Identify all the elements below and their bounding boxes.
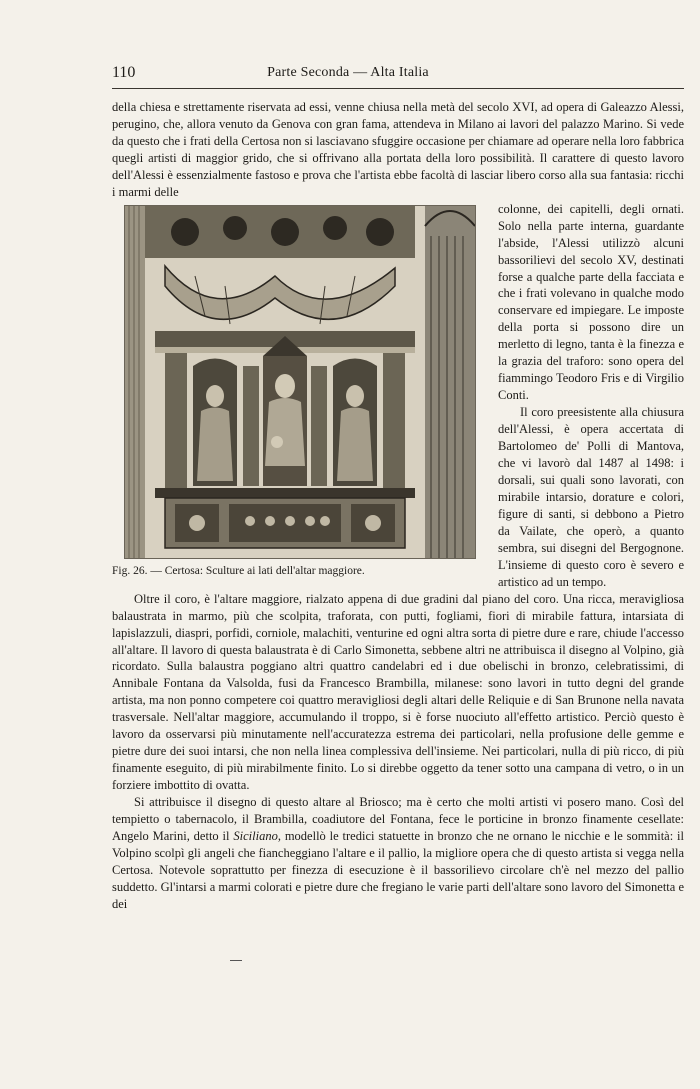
paragraph-2: Il coro preesistente alla chiusura dell'Alessi, è opera accertata di Bartolomeo de' Polli di Mantova, che vi lavorò dal 1487 al 1498: i dorsali, sui quali sono lavorati, con mirabile intarsio, dorature e colori, figure di santi, si debbono a Pietro da Vailate, che operò, a quanto sembra, sui disegni del Bergognone. L'insieme di questo coro è severo e artistico ad un tempo.: [498, 405, 684, 589]
paragraph-4-part-a: Si attribuisce il disegno di questo altare al Briosco; ma è certo che molti artisti vi posero mano. Così del tempietto o tabernacolo, il Brambilla, coadiutore del Fontana, fece le porticine in bronzo finamente cesellate: Angelo Marini, detto il: [112, 795, 684, 843]
page-header: [112, 62, 584, 86]
footer-mark: [230, 960, 242, 961]
figure-26: [112, 205, 488, 580]
paragraph-1-wrap: colonne, dei capitelli, degli ornati. Solo nella parte interna, guardante l'abside, l'Alessi utilizzò alcuni bassorilievi del secolo XV, destinati forse a qualche parte della facciata e che i frati volevano in qualche modo conservare ed impiegare. Le imposte della porta si possono dire un merletto di legno, tanta è la finezza e la grazia del traforo: sono opera del fiammingo Teodoro Fris e di Virgilio Conti.: [498, 201, 684, 403]
page-number: 110: [112, 64, 136, 81]
header-rule: [112, 88, 684, 89]
altar-sculpture-engraving: [124, 205, 476, 559]
engraving-illustration: [125, 206, 475, 558]
paragraph-4-part-b: , modellò le tredici statuette in bronzo che ne ornano le nicchie e le sommità: il Volpino scolpì gli angeli che fiancheggiano l'altare e il pallio, la migliore opera che di questo artista si vegga nella Certosa. Notevole soprattutto per finezza di esecuzione è il bassorilievo circolare ch'è nel mezzo del pallio suddetto. Gl'intarsi a marmi colorati e pietre dure che fregiano le varie parti dell'altare sono lavoro del Simonetta e dei: [112, 828, 685, 911]
paragraph-4: [112, 794, 684, 913]
paragraph-3: Oltre il coro, è l'altare maggiore, rialzato appena di due gradini dal piano del coro. Una ricca, meravigliosa balaustrata in marmo, più che scolpita, traforata, con putti, fogliami, fiori di mirabile fattura, intarsiata di lapislazzuli, diaspri, porfidi, corniole, malachiti, venturine ed ogni altra sorta di pietre dure e rare, chiude l'accesso all'altare. Il lavoro di questa balaustrata è di Carlo Simonetta, sebbene altri ne attribuisca il disegno al Volpino, già ricordato. Sulla balaustra poggiano altri quattro candelabri ed i due obelischi in bronzo, celebratissimi, di Annibale Fontana da Valsolda, fusi da Francesco Brambilla, milanese: sono lavori in tutto degni del grande artista, ma non ponno competere coi quattro meravigliosi degli altari delle Reliquie e di San Brunone nella navata trasversale. Nell'altar maggiore, accumulando il troppo, si è forse nuociuto all'effetto artistico. Perciò questo è lavoro da osservarsi più minutamente nell'accuratezza estrema dei particolari, nella profusione delle gemme e pietre dure dei suoi intarsi, che non nella linea complessiva dell'insieme. Nei particolari, nulla di più ricco, di più finamente eseguito, di più mirabilmente finito. Lo si direbbe oggetto da tener sotto una campana di vetro, o in un forziere imbottito di ovatta.: [112, 591, 684, 793]
paragraph-4-italic: Siciliano: [233, 828, 278, 843]
paragraph-1-lead: della chiesa e strettamente riservata ad essi, venne chiusa nella metà del secolo XVI, ad opera di Galeazzo Alessi, perugino, che, allora venuto da Genova con gran fama, attendeva in Milano ai lavori del palazzo Marino. Si vede da questo che i frati della Certosa non si lasciavano sfuggire occasione per chiamare ad operare nella loro fabbrica quegli artisti di maggior grido, che si offrivano alla portata della loro possibilità. Il carattere di questo lavoro dell'Alessi è essenzialmente fastoso e prova che l'artista ebbe facoltà di lasciar libero corso alla sua fantasia: ricchi i marmi delle: [112, 100, 684, 199]
running-title: Parte Seconda — Alta Italia: [267, 65, 429, 80]
text-column: [112, 99, 684, 913]
figure-caption: Fig. 26. — Certosa: Sculture ai lati dell'altar maggiore.: [112, 564, 365, 577]
